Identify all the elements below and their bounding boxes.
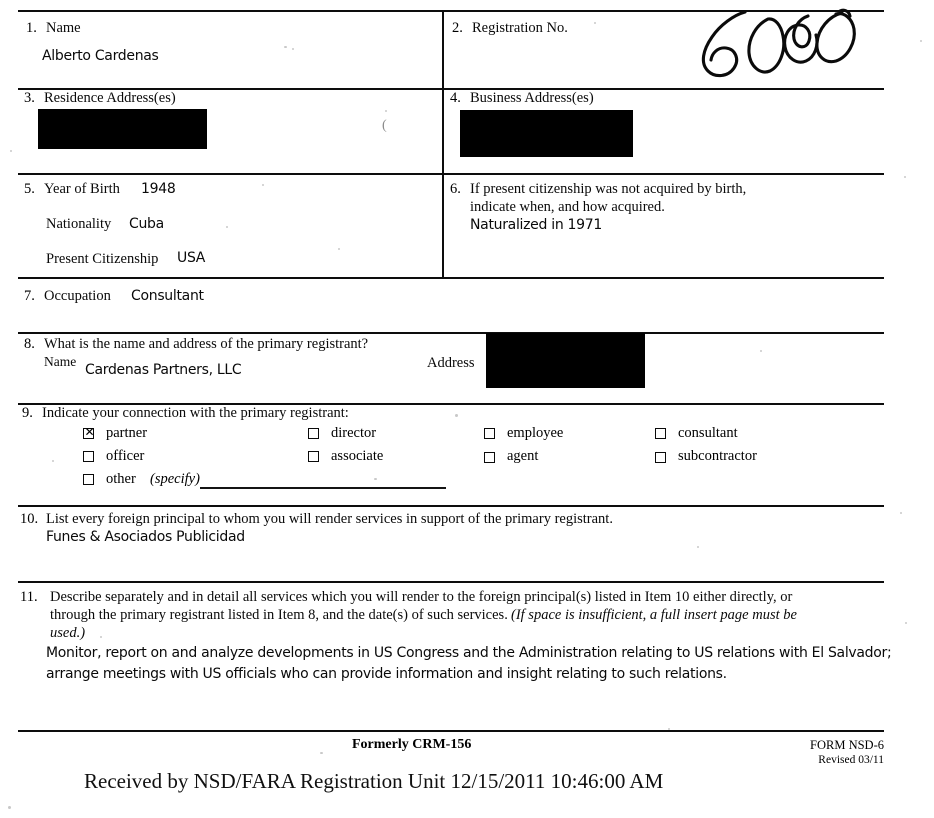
item2-label: Registration No. — [472, 20, 568, 36]
checkbox-label-director: director — [331, 425, 377, 441]
checkbox-label-employee: employee — [507, 425, 564, 441]
scan-speck — [900, 512, 902, 514]
item1-number: 1. — [26, 20, 37, 36]
scan-artifact-mark: ( — [382, 118, 387, 133]
item2-value-handwritten — [690, 3, 880, 83]
item10-value: Funes & Asociados Publicidad — [46, 529, 245, 545]
scan-speck — [697, 546, 699, 548]
item3-number: 3. — [24, 90, 35, 106]
scan-speck — [385, 110, 387, 112]
item8-name-value: Cardenas Partners, LLC — [85, 362, 242, 378]
scan-speck — [455, 414, 458, 417]
item3-redaction-block — [38, 109, 207, 149]
checkbox-consultant[interactable] — [655, 428, 666, 439]
footer-formerly-label: Formerly CRM-156 — [352, 737, 472, 752]
item2-number: 2. — [452, 20, 463, 36]
checkbox-label-subcontractor: subcontractor — [678, 448, 757, 464]
item11-number: 11. — [20, 589, 38, 605]
received-stamp: Received by NSD/FARA Registration Unit 12/15/2011 10:46:00 AM — [84, 769, 664, 793]
item8-address-label: Address — [427, 355, 475, 371]
item9-label: Indicate your connection with the primary registrant: — [42, 405, 349, 421]
scan-speck — [226, 226, 228, 228]
item11-label-italic1: (If space is insufficient, a full insert page must be — [511, 607, 797, 623]
footer-form-id: FORM NSD-6 — [810, 738, 884, 752]
item6-label-line1: If present citizenship was not acquired by birth, — [470, 181, 747, 197]
scan-speck — [10, 150, 12, 152]
checkbox-label-officer: officer — [106, 448, 145, 464]
checkbox-other[interactable] — [83, 474, 94, 485]
item6-number: 6. — [450, 181, 461, 197]
item7-label: Occupation — [44, 288, 111, 304]
scan-speck — [292, 48, 294, 50]
item10-label: List every foreign principal to whom you will render services in support of the primary registrant. — [46, 511, 613, 527]
item5-nationality-label: Nationality — [46, 216, 112, 232]
item3-label: Residence Address(es) — [44, 90, 176, 106]
checkbox-label-associate: associate — [331, 448, 384, 464]
checkbox-subcontractor[interactable] — [655, 452, 666, 463]
item5-value: 1948 — [141, 181, 176, 197]
item5-number: 5. — [24, 181, 35, 197]
form-rule-item11 — [18, 581, 884, 583]
form-rule-item10 — [18, 505, 884, 507]
scan-speck — [8, 806, 11, 809]
item11-label-italic2: used.) — [50, 625, 86, 641]
scan-speck — [905, 622, 907, 624]
form-rule-item7 — [18, 277, 884, 279]
scan-speck — [760, 350, 762, 352]
item8-label: What is the name and address of the primary registrant? — [44, 336, 369, 352]
item8-address-redaction-block — [486, 333, 645, 388]
checkbox-partner[interactable] — [83, 425, 95, 439]
checkbox-label-consultant: consultant — [678, 425, 738, 441]
item5-nationality-value: Cuba — [129, 216, 164, 232]
item5-label: Year of Birth — [44, 181, 120, 197]
form-rule-item5 — [18, 173, 884, 175]
item11-label-line2: through the primary registrant listed in Item 8, and the date(s) of such services. — [50, 607, 508, 623]
item8-number: 8. — [24, 336, 35, 352]
form-column-divider — [442, 10, 444, 278]
checkbox-employee[interactable] — [484, 428, 495, 439]
item7-value: Consultant — [131, 288, 204, 304]
form-rule-item8 — [18, 332, 884, 334]
item11-label-line1: Describe separately and in detail all services which you will render to the foreign principal(s) listed in Item 10 either directly, or — [50, 589, 793, 605]
scan-speck — [320, 752, 323, 754]
scan-speck — [338, 248, 340, 250]
footer-revision: Revised 03/11 — [818, 754, 884, 766]
scan-speck — [100, 636, 102, 638]
checkbox-director[interactable] — [308, 428, 319, 439]
scan-speck — [594, 22, 596, 24]
item5-citizenship-label: Present Citizenship — [46, 251, 159, 267]
item8-name-label: Name — [44, 354, 77, 369]
item5-citizenship-value: USA — [177, 250, 206, 266]
item6-label-line2: indicate when, and how acquired. — [470, 199, 665, 215]
item4-number: 4. — [450, 90, 461, 106]
item9-number: 9. — [22, 405, 33, 421]
item1-label: Name — [46, 20, 81, 36]
scan-speck — [374, 478, 377, 480]
scan-speck — [904, 176, 906, 178]
scan-speck — [262, 184, 264, 186]
item11-value-line2: arrange meetings with US officials who can provide information and insight relating to such relations. — [46, 666, 727, 682]
checkbox-label-other: other — [106, 471, 136, 487]
item11-value-line1: Monitor, report on and analyze developments in US Congress and the Administration relating to US relations with El Salvador; — [46, 645, 892, 661]
checkbox-agent[interactable] — [484, 452, 495, 463]
other-specify-underline — [200, 487, 446, 489]
form-rule-footer — [18, 730, 884, 732]
checkbox-associate[interactable] — [308, 451, 319, 462]
scan-speck — [920, 40, 922, 42]
checkbox-officer[interactable] — [83, 451, 94, 462]
scan-speck — [52, 460, 54, 462]
checkbox-label-partner: partner — [106, 425, 148, 441]
item6-value: Naturalized in 1971 — [470, 217, 602, 233]
item7-number: 7. — [24, 288, 35, 304]
checkbox-check-mark: ✕ — [84, 425, 95, 439]
checkbox-label-agent: agent — [507, 448, 539, 464]
item4-label: Business Address(es) — [470, 90, 594, 106]
item10-number: 10. — [20, 511, 39, 527]
scan-speck — [284, 46, 287, 48]
item4-redaction-block — [460, 110, 633, 157]
checkbox-label-other-suffix: (specify) — [150, 471, 200, 487]
item1-value: Alberto Cardenas — [42, 48, 159, 64]
